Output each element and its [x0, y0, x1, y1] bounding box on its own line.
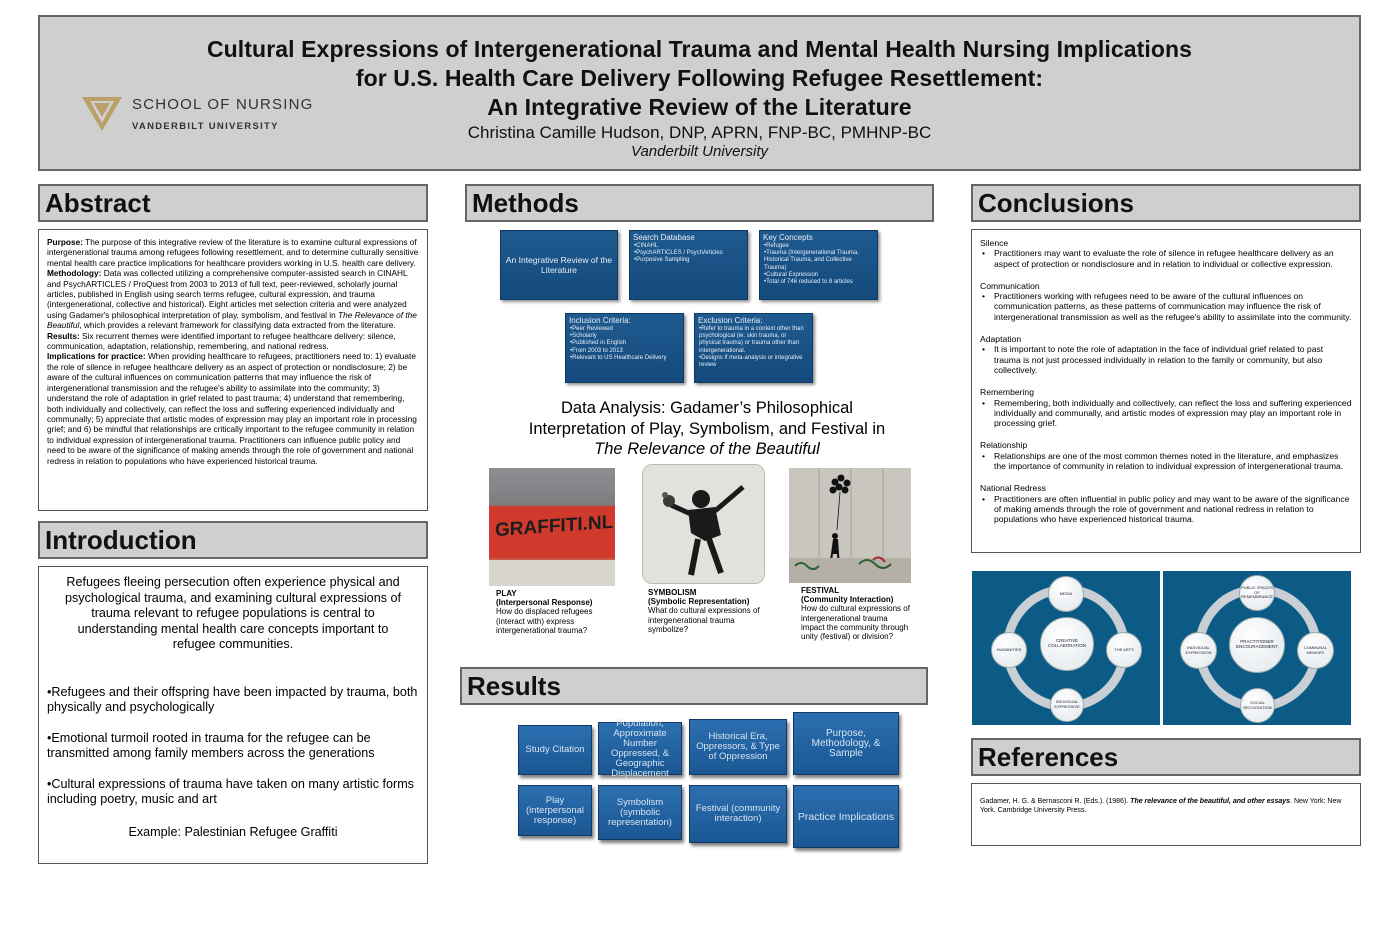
diagram2-center-node: PRACTITIONER ENCOURAGEMENT [1229, 617, 1285, 673]
conclusions-title: Conclusions [978, 188, 1135, 218]
introduction-title: Introduction [45, 525, 197, 555]
conclusion-text-relationship: • Relationships are one of the most common themes noted in the literature, and emphasizes the importance of community in relation to individual expression of intergenerational trauma. [980, 451, 1352, 472]
key-concepts-list [760, 242, 877, 286]
diagram1-left-node: HUMANITIES [991, 632, 1027, 668]
inclusion-item: • From 2003 to 2013 [570, 348, 679, 355]
reference-authors: Gadamer, H. G. & Bernasconi R. (Eds.). (1986). [980, 798, 1131, 805]
methods-box-inclusion [565, 313, 684, 383]
data-analysis-line1: Data Analysis: Gadamer’s Philosophical [561, 399, 853, 417]
references-header [971, 738, 1361, 776]
poster-title-line2: for U.S. Health Care Delivery Following Refugee Resettlement: [355, 65, 1044, 91]
poster-header [38, 15, 1361, 171]
abstract-implications-label: Implications for practice: [47, 351, 146, 362]
exclusion-criteria-list [695, 325, 812, 369]
abstract-results-text: Six recurrent themes were identified important to refugee healthcare delivery: silence, communication, adaptation, relationship, remembering, and national redress. [47, 330, 396, 352]
play-question: How do displaced refugees (interact with) express intergenerational trauma? [496, 607, 593, 635]
symbolism-caption [648, 588, 768, 634]
graffiti-text: GRAFFITI.NL [495, 511, 614, 542]
exclusion-criteria-title: Exclusion Criteria: [698, 316, 763, 325]
exclusion-item: • Refer to trauma in a context other than psychological (ie. skin trauma, or physical trauma) or trauma other than intergenerational. [699, 326, 808, 355]
abstract-title: Abstract [45, 188, 151, 218]
search-database-list [630, 242, 747, 265]
results-box-historical-era: Historical Era, Oppressors, & Type of Oppression [689, 719, 787, 775]
flower-thrower-icon [643, 465, 765, 584]
festival-question: How do cultural expressions of intergenerational trauma impact the community through unity (festival) or division? [801, 604, 910, 642]
practitioner-encouragement-diagram [1163, 571, 1351, 725]
poster-title-line3: An Integrative Review of the Literature [487, 94, 912, 120]
data-analysis-line3: The Relevance of the Beautiful [594, 440, 820, 458]
references-title: References [978, 742, 1119, 772]
results-box-symbolism: Symbolism (symbolic representation) [598, 785, 682, 840]
diagram1-right-node: THE ARTS [1106, 632, 1142, 668]
methods-box-concepts [759, 230, 878, 300]
inclusion-item: • Relevant to US Healthcare Delivery [570, 355, 679, 362]
references-body [971, 783, 1361, 846]
diagram2-top-node: PUBLIC SPACES OF REMEMBRANCE [1239, 575, 1275, 611]
results-box-population: Population, Approximate Number Oppressed, & Geographic Displacement [598, 722, 682, 775]
search-item: • PsychARTICLES / PsychArticles [634, 250, 743, 257]
conclusion-heading-relationship: Relationship [980, 440, 1028, 451]
festival-title: FESTIVAL [801, 586, 840, 595]
diagram2-bottom-node: SOCIAL RECOGNITION [1240, 688, 1275, 723]
conclusion-heading-silence: Silence [980, 238, 1009, 248]
conclusion-text-remembering: • Remembering, both individually and collectively, can reflect the loss and suffering experienced individually and communally, and artistic modes of expression may play an important role in processing grief. [980, 398, 1352, 429]
methods-box-search [629, 230, 748, 300]
diagram1-bottom-node: INDIVIDUAL EXPRESSIVE [1050, 688, 1084, 722]
results-box-play: Play (interpersonal response) [518, 785, 592, 836]
conclusions-header [971, 184, 1361, 222]
reference-item [980, 798, 1352, 815]
author-line: Christina Camille Hudson, DNP, APRN, FNP-BC, PMHNP-BC [467, 123, 932, 142]
results-title: Results [467, 671, 561, 701]
play-caption [496, 589, 616, 635]
creative-collaboration-diagram [972, 571, 1160, 725]
results-header [460, 667, 928, 705]
reference-publisher: . New York: New York. Cambridge University Press. [980, 798, 1342, 814]
reference-title: The relevance of the beautiful, and other essays [1130, 798, 1291, 805]
concept-item: • Refugee [764, 243, 873, 250]
play-subtitle: (Interpersonal Response) [496, 598, 593, 608]
conclusion-text-communication: • Practitioners working with refugees need to be aware of the cultural influences on communication patterns, as these patterns of communication may influence the risk of intergenerational transmission as well as the refugee's ability to assimilate into the community. [980, 291, 1352, 322]
conclusions-body [971, 229, 1361, 553]
poster-title-line1: Cultural Expressions of Intergenerational Trauma and Mental Health Nursing Implications [206, 36, 1193, 62]
logo-school-name: SCHOOL OF NURSING [132, 96, 314, 113]
abstract-purpose-label: Purpose: [47, 237, 83, 247]
introduction-bullet-1: •Refugees and their offspring have been impacted by trauma, both physically and psychologically [47, 684, 418, 714]
play-graffiti-image [489, 468, 615, 586]
results-box-purpose: Purpose, Methodology, & Sample [793, 712, 899, 775]
festival-balloon-girl-image [789, 468, 911, 583]
abstract-methodology-text: Data was collected utilizing a comprehensive computer-assisted search in CINAHL and PsychARTICLES / ProQuest from 2003 to 2013 of full text, peer-reviewed, scholarly journal articles, published in English using search terms refugee, cultural expression, and trauma (intergenerational, collective and historical). Eight articles met selection criteria and were analyzed using Gadamer's philosophical interpretation of play, symbolism, and festival in [47, 268, 408, 320]
conclusion-text-adaptation: • It is important to note the role of adaptation in the face of individual grief related to past trauma is not just processed individually in relation to the family or community, but also collectively. [980, 344, 1352, 375]
diagram1-center-node: CREATIVE COLLABORATION [1040, 617, 1094, 671]
data-analysis-heading [470, 398, 944, 460]
play-title: PLAY [496, 589, 517, 598]
inclusion-criteria-list [566, 325, 683, 362]
concept-item: • Trauma (Intergenerational Trauma, Historical Trauma, and Collective Trauma) [764, 250, 873, 272]
introduction-body [38, 566, 428, 864]
exclusion-item: • Designs if meta-analysis or integrative review [699, 355, 808, 369]
diagram1-top-node: MEDIA [1048, 576, 1084, 612]
methods-box-exclusion [694, 313, 813, 383]
concept-item: • Total of 746 reduced to 8 articles [764, 279, 873, 286]
abstract-text [47, 237, 419, 466]
symbolism-question: What do cultural expressions of intergenerational trauma symbolize? [648, 606, 760, 634]
introduction-lead: Refugees fleeing persecution often experience physical and psychological trauma, and examining cultural expressions of trauma relevant to refugee populations is central to understanding mental health care concepts important to refugee communities. [64, 575, 401, 651]
introduction-example: Example: Palestinian Refugee Graffiti [128, 824, 338, 839]
balloon-girl-icon [789, 468, 911, 583]
inclusion-item: • Scholarly [570, 333, 679, 340]
abstract-purpose-text: The purpose of this integrative review of the literature is to examine cultural expressions of intergenerational trauma among refugees following resettlement, and to determine culturally sensitive mental health care practice implications for healthcare providers working in U.S. health care delivery. [47, 237, 419, 268]
symbolism-flower-thrower-image [642, 464, 765, 584]
logo-university-name: VANDERBILT UNIVERSITY [132, 121, 279, 132]
search-database-title: Search Database [633, 233, 695, 242]
introduction-bullet-3: •Cultural expressions of trauma have taken on many artistic forms including poetry, music and art [47, 776, 414, 806]
methods-box-review [500, 230, 618, 300]
results-box-study-citation: Study Citation [518, 725, 592, 775]
conclusion-heading-national-redress: National Redress [980, 483, 1046, 494]
abstract-methodology-text2: , which provides a relevant framework for classifying data extracted from the literature. [79, 320, 396, 331]
key-concepts-title: Key Concepts [763, 233, 813, 242]
data-analysis-line2: Interpretation of Play, Symbolism, and Festival in [528, 419, 886, 438]
methods-header [465, 184, 934, 222]
inclusion-item: • Peer Reviewed [570, 326, 679, 333]
festival-caption [801, 586, 913, 641]
conclusions-list [980, 238, 1352, 525]
diagram2-right-node: COMMUNAL MEMORY [1297, 632, 1334, 669]
results-box-festival: Festival (community interaction) [689, 785, 787, 843]
conclusion-heading-communication: Communication [980, 280, 1040, 291]
abstract-header [38, 184, 428, 222]
affiliation-line: Vanderbilt University [631, 143, 768, 160]
conclusion-heading-adaptation: Adaptation [980, 334, 1022, 345]
methods-title: Methods [472, 188, 579, 218]
conclusion-text-national-redress: • Practitioners are often influential in public policy and may want to be aware of the significance of making amends through the role of government and national redress in relation to populations who have experienced historical trauma. [980, 494, 1352, 525]
results-box-practice-implications: Practice Implications [793, 785, 899, 848]
methods-review-label: An Integrative Review of the Literature [505, 254, 613, 275]
symbolism-subtitle: (Symbolic Representation) [648, 597, 750, 607]
inclusion-item: • Published in English [570, 340, 679, 347]
introduction-header [38, 521, 428, 559]
festival-subtitle: (Community Interaction) [801, 595, 894, 605]
inclusion-criteria-title: Inclusion Criteria: [569, 316, 631, 325]
abstract-methodology-italic: The Relevance of the Beautiful [47, 309, 417, 331]
conclusion-heading-remembering: Remembering [980, 387, 1034, 398]
diagram2-left-node: INDIVIDUAL EXPRESSION [1180, 632, 1217, 669]
abstract-results-label: Results: [47, 330, 80, 341]
conclusion-text-silence: • Practitioners may want to evaluate the role of silence in refugee healthcare delivery as an aspect of protection or nondisclosure and in relation to individual or collective expression. [980, 248, 1352, 269]
abstract-body [38, 229, 428, 511]
concept-item: • Cultural Expression [764, 272, 873, 279]
abstract-methodology-label: Methodology: [47, 268, 102, 279]
search-item: • CINAHL [634, 243, 743, 250]
search-item: • Purposive Sampling [634, 257, 743, 264]
introduction-bullet-2: •Emotional turmoil rooted in trauma for the refugee can be transmitted among family members across the generations [47, 730, 375, 760]
symbolism-title: SYMBOLISM [648, 588, 697, 597]
abstract-implications-text: When providing healthcare to refugees, practitioners need to: 1) evaluate the role of silence in refugee healthcare delivery as an aspect of protection or nondisclosure; 2) be aware of the cultural influences on communication patterns that may influence the risk of intergenerational transmission and the refugee's ability to assimilate into the community; 3) understand the role of adaptation in grief related to past trauma; 4) understand that remembering, both individually and collectively, can reflect the loss and suffering experienced individually and communally; 5) appreciate that artistic modes of expression may play an important role in processing grief; and 6) be mindful that relationships are critically important to the refugee community in relation to individual expression of intergenerational trauma. Practitioners can influence public policy and need to be aware of the significance of making amends through the role of government and national redress in relation to populations who have experienced historical trauma. [47, 351, 417, 466]
